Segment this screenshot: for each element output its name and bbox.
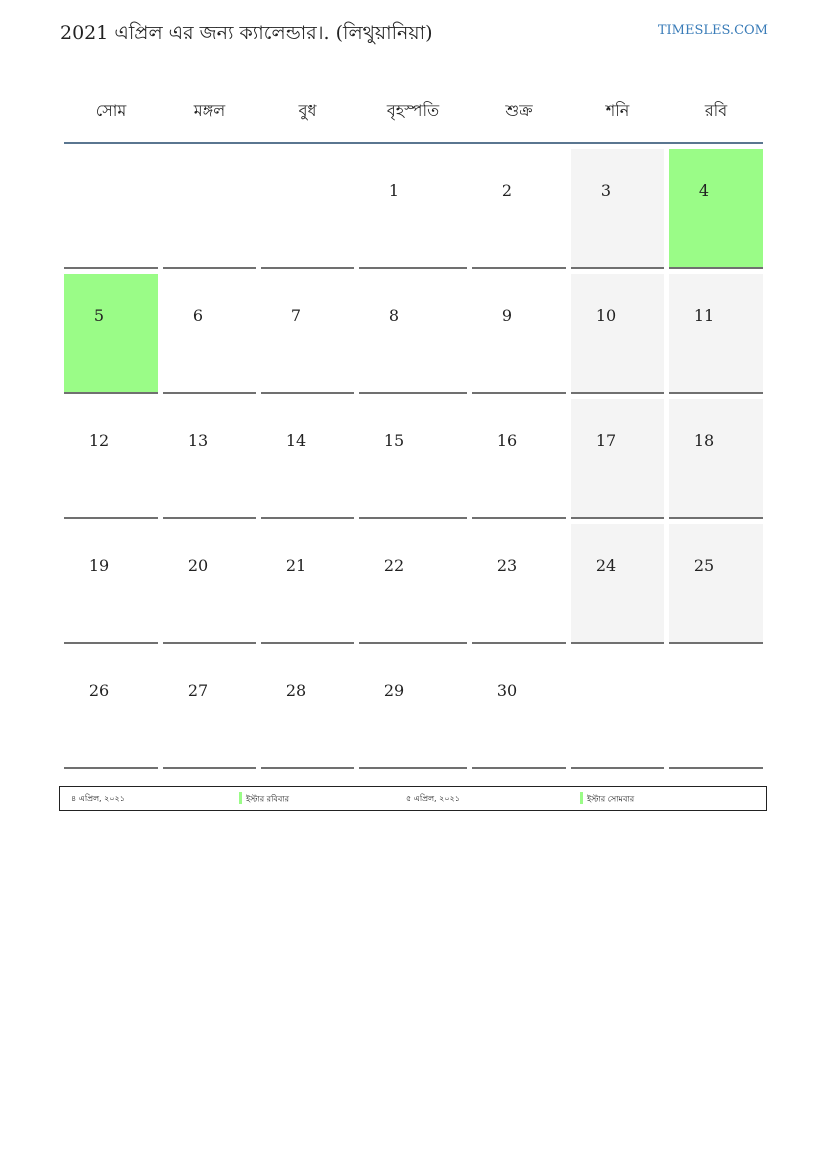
weekday-thu: বৃহস্পতি xyxy=(386,100,440,120)
day-number: 11 xyxy=(693,306,715,325)
weekday-sun: রবি xyxy=(704,100,728,120)
day-number: 26 xyxy=(88,681,110,700)
day-cell[interactable] xyxy=(261,274,354,394)
day-number: 8 xyxy=(388,306,400,325)
holiday-color-swatch xyxy=(239,792,242,804)
weekday-fri: শুক্র xyxy=(505,100,533,120)
day-number: 7 xyxy=(290,306,302,325)
legend-date-2: ৫ এপ্রিল, ২০২১ xyxy=(406,794,460,803)
day-number: 10 xyxy=(595,306,617,325)
day-number: 28 xyxy=(285,681,307,700)
day-cell[interactable] xyxy=(64,399,158,519)
week-row xyxy=(64,274,763,394)
day-cell[interactable] xyxy=(571,524,664,644)
day-cell[interactable] xyxy=(571,274,664,394)
legend-holiday-2: ইস্টার সোমবার xyxy=(587,794,635,804)
day-cell[interactable] xyxy=(163,399,256,519)
day-cell[interactable] xyxy=(163,524,256,644)
day-cell[interactable] xyxy=(261,649,354,769)
page-title: 2021 এপ্রিল এর জন্য ক্যালেন্ডার।. (লিথুয়ানিয়া) xyxy=(60,22,433,44)
day-number: 19 xyxy=(88,556,110,575)
day-cell[interactable] xyxy=(359,274,467,394)
empty-day-cell xyxy=(571,649,664,769)
legend-date-1: ৪ এপ্রিল, ২০২১ xyxy=(71,794,125,803)
weekday-sat: শনি xyxy=(605,100,630,120)
day-number: 5 xyxy=(93,306,105,325)
day-number: 17 xyxy=(595,431,617,450)
week-row xyxy=(64,149,763,269)
day-number: 18 xyxy=(693,431,715,450)
day-cell[interactable] xyxy=(359,149,467,269)
day-number: 20 xyxy=(187,556,209,575)
day-cell[interactable] xyxy=(472,149,566,269)
day-cell[interactable] xyxy=(669,149,763,269)
weeks-container xyxy=(64,149,763,769)
day-cell[interactable] xyxy=(64,649,158,769)
day-cell[interactable] xyxy=(472,649,566,769)
day-cell[interactable] xyxy=(64,274,158,394)
legend-item-2 xyxy=(580,793,634,807)
week-row xyxy=(64,399,763,519)
day-cell[interactable] xyxy=(163,274,256,394)
day-cell[interactable] xyxy=(571,399,664,519)
day-number: 29 xyxy=(383,681,405,700)
day-number: 22 xyxy=(383,556,405,575)
day-cell[interactable] xyxy=(163,649,256,769)
day-number: 4 xyxy=(698,181,710,200)
weekday-header xyxy=(64,80,763,144)
empty-day-cell xyxy=(64,149,158,269)
day-number: 27 xyxy=(187,681,209,700)
day-cell[interactable] xyxy=(261,524,354,644)
day-cell[interactable] xyxy=(669,274,763,394)
holiday-legend xyxy=(59,786,767,811)
day-cell[interactable] xyxy=(571,149,664,269)
day-cell[interactable] xyxy=(669,399,763,519)
empty-day-cell xyxy=(669,649,763,769)
day-number: 23 xyxy=(496,556,518,575)
day-number: 25 xyxy=(693,556,715,575)
day-cell[interactable] xyxy=(472,274,566,394)
day-number: 6 xyxy=(192,306,204,325)
weekday-tue: মঙ্গল xyxy=(193,100,226,120)
day-number: 30 xyxy=(496,681,518,700)
week-row xyxy=(64,524,763,644)
week-row xyxy=(64,649,763,769)
day-cell[interactable] xyxy=(359,399,467,519)
day-number: 21 xyxy=(285,556,307,575)
day-cell[interactable] xyxy=(359,524,467,644)
weekday-wed: বুধ xyxy=(298,100,317,120)
day-number: 13 xyxy=(187,431,209,450)
calendar-grid xyxy=(64,80,763,769)
empty-day-cell xyxy=(261,149,354,269)
day-number: 9 xyxy=(501,306,513,325)
empty-day-cell xyxy=(163,149,256,269)
day-number: 16 xyxy=(496,431,518,450)
day-number: 24 xyxy=(595,556,617,575)
day-number: 2 xyxy=(501,181,513,200)
day-number: 12 xyxy=(88,431,110,450)
day-number: 1 xyxy=(388,181,400,200)
legend-item-1 xyxy=(239,793,289,807)
day-number: 3 xyxy=(600,181,612,200)
day-number: 15 xyxy=(383,431,405,450)
day-cell[interactable] xyxy=(64,524,158,644)
day-cell[interactable] xyxy=(359,649,467,769)
day-cell[interactable] xyxy=(261,399,354,519)
legend-holiday-1: ইস্টার রবিবার xyxy=(246,794,290,804)
day-cell[interactable] xyxy=(472,399,566,519)
day-cell[interactable] xyxy=(669,524,763,644)
day-number: 14 xyxy=(285,431,307,450)
holiday-color-swatch xyxy=(580,792,583,804)
site-link[interactable]: TIMESLES.COM xyxy=(657,23,768,38)
weekday-mon: সোম xyxy=(95,100,127,120)
day-cell[interactable] xyxy=(472,524,566,644)
